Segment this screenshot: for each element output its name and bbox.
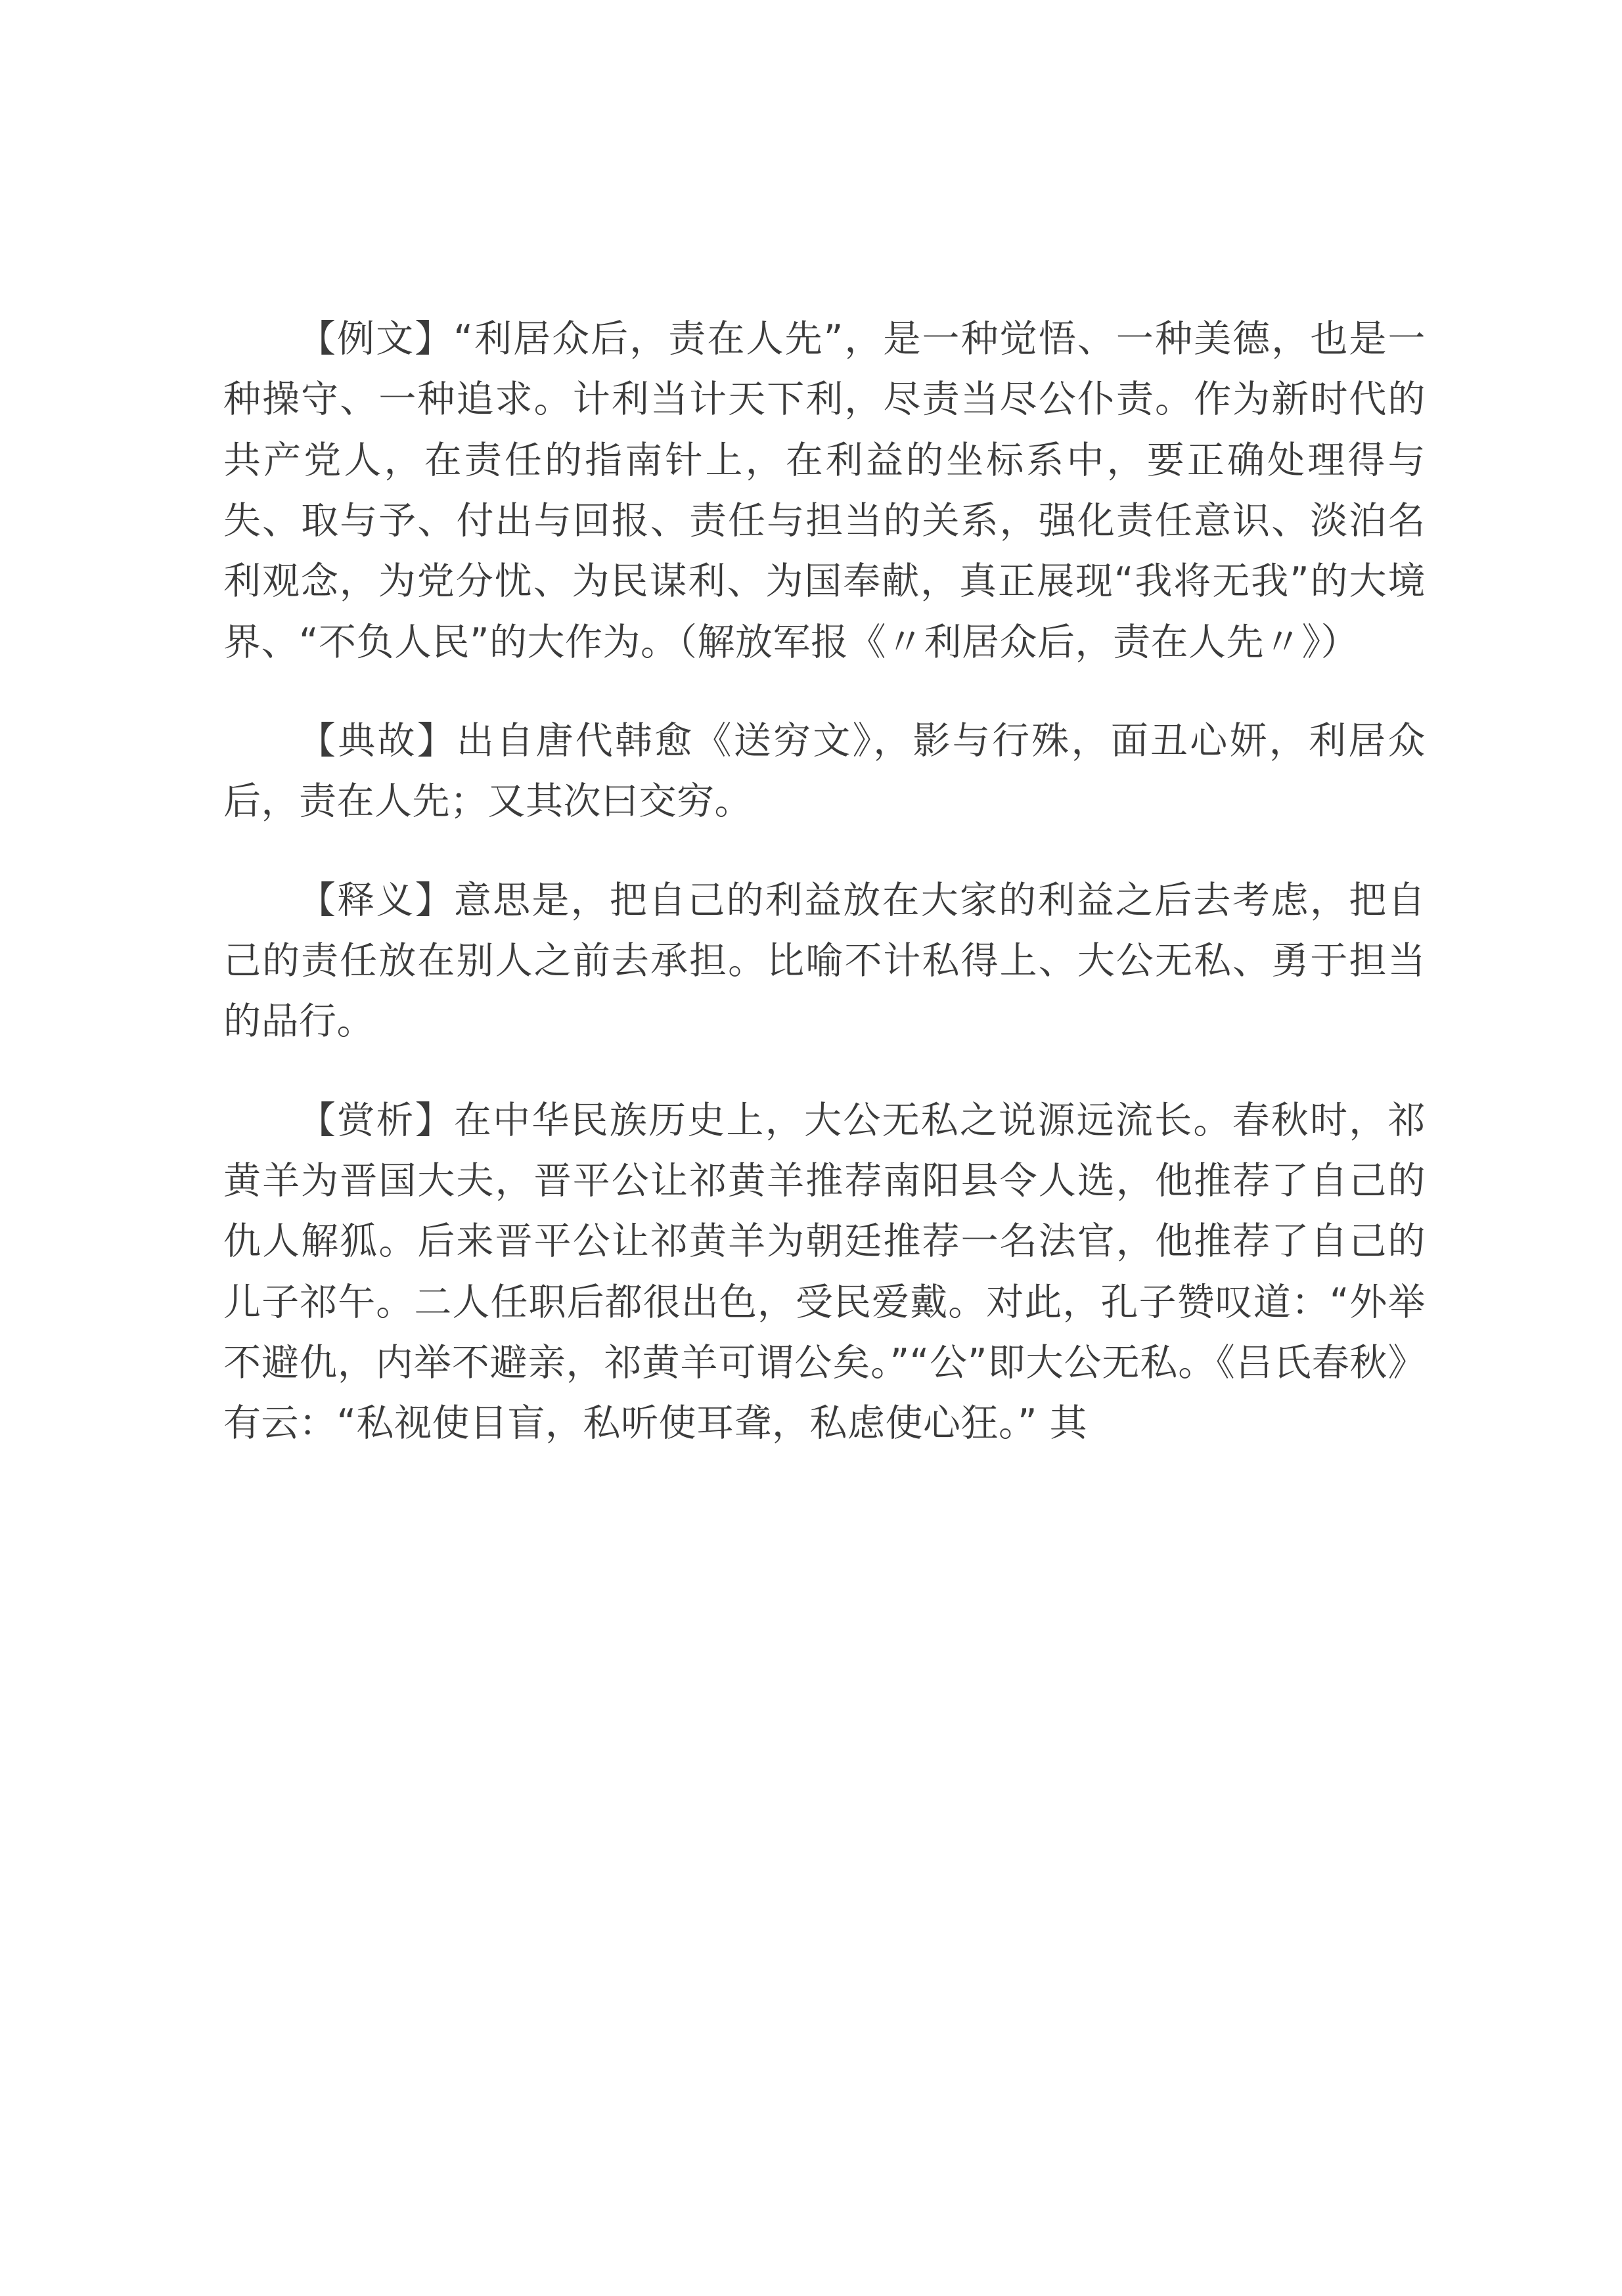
paragraph-allusion: 【典故】出自唐代韩愈《送穷文》，影与行殊，面丑心妍，利居众后，责在人先；又其次曰交穷。 <box>223 718 1426 824</box>
paragraph-appreciation: 【赏析】在中华民族历史上，大公无私之说源远流长。春秋时，祁黄羊为晋国大夫，晋平公让祁黄羊推荐南阳县令人选，他推荐了自己的仇人解狐。后来晋平公让祁黄羊为朝廷推荐一名法官，他推荐了自己的儿子祁午。二人任职后都很出色，受民爱戴。对此，孔子赞叹道：“外举不避仇，内举不避亲，祁黄羊可谓公矣。”“公”即大公无私。《吕氏春秋》有云：“私视使目盲，私听使耳聋，私虑使心狂。” 其 <box>223 1098 1426 1446</box>
paragraph-definition: 【释义】意思是，把自己的利益放在大家的利益之后去考虑，把自己的责任放在别人之前去承担。比喻不计私得上、大公无私、勇于担当的品行。 <box>223 878 1426 1044</box>
paragraph-example: 【例文】“利居众后，责在人先”，是一种觉悟、一种美德，也是一种操守、一种追求。计利当计天下利，尽责当尽公仆责。作为新时代的共产党人，在责任的指南针上，在利益的坐标系中，要正确处理得与失、取与予、付出与回报、责任与担当的关系，强化责任意识、淡泊名利观念，为党分忧、为民谋利、为国奉献，真正展现“我将无我”的大境界、“不负人民”的大作为。（解放军报《〃利居众后，责在人先〃》） <box>223 317 1426 664</box>
document-body <box>223 309 1426 1454</box>
